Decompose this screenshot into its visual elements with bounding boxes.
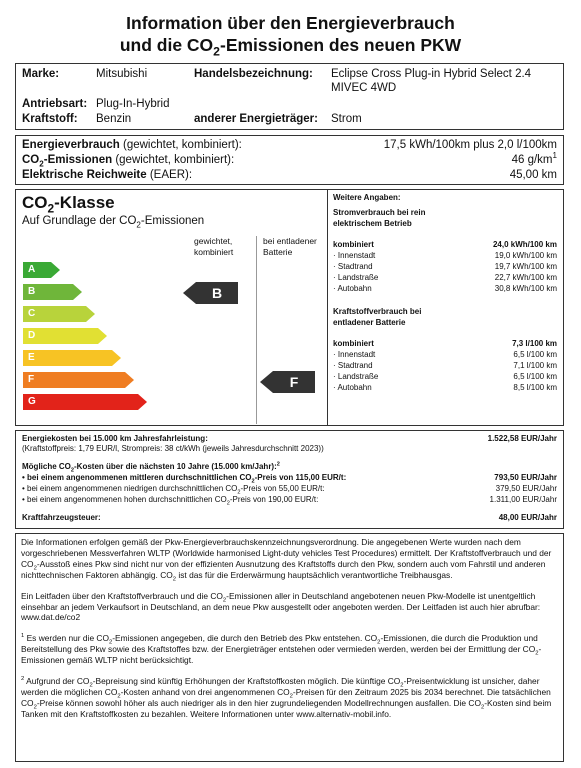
co2-kosten-heading-sup: 2	[276, 461, 280, 468]
row-value: 7,1 l/100 km	[513, 361, 557, 370]
f2sub6: 2	[480, 704, 485, 711]
kraftstoff-label: Kraftstoff:	[22, 113, 78, 125]
row-label: · Landstraße	[333, 273, 379, 282]
antrieb-value: Plug-In-Hybrid	[96, 98, 170, 110]
row-value: 7,3 l/100 km	[512, 339, 557, 348]
f1sup: 1	[21, 633, 25, 640]
row-value: 6,5 l/100 km	[513, 372, 557, 381]
mittel-post: -Preis von 115,00 EUR/t:	[254, 473, 347, 482]
column-separator	[256, 236, 257, 424]
footnote-2	[21, 676, 559, 720]
f1d: -Emissionen gemäß WLTP nicht berücksichtigt.	[21, 644, 542, 666]
class-bar-a: A	[23, 262, 51, 278]
handel-value: Eclipse Cross Plug-in Hybrid Select 2.4 MIVEC 4WD	[331, 68, 532, 94]
info-paragraph-2	[21, 591, 559, 624]
mittel-pre: bei einem angenommenen mittleren durchschnittlichen CO	[27, 473, 252, 482]
row-label: · Landstraße	[333, 372, 379, 381]
weighted-class-indicator: B	[196, 282, 238, 304]
kraft-row	[333, 372, 557, 383]
discharged-class-indicator: F	[273, 371, 315, 393]
anderer-label: anderer Energieträger:	[194, 113, 318, 125]
niedrig-post: -Preis von 55,00 EUR/t:	[240, 484, 325, 493]
p2b: -Emissionen aller in Deutschland angebotenen neuen Pkw-Modelle ist unentgeltlich einsehbar an jedem Verkaufsort in Deutschland, an dem neue Pkw ausgestellt oder angeboten werden. Der Leitfaden ist auch hier abrufbar: www.dat.de/co2	[21, 590, 541, 623]
row-value: 19,7 kWh/100 km	[494, 262, 557, 271]
co2-note: (gewichtet, kombiniert):	[112, 154, 235, 166]
title-line-1: Information über den Energieverbrauch	[126, 13, 455, 33]
kraftstoff-value: Benzin	[96, 113, 132, 125]
co2-pre: CO	[22, 154, 40, 166]
row-value: 19,0 kWh/100 km	[494, 251, 557, 260]
title-line-2-post: -Emissionen des neuen PKW	[220, 35, 462, 55]
title-line-2-pre: und die CO	[119, 35, 214, 55]
co2-label: -Emissionen	[43, 154, 113, 166]
f2b: -Bepreisung sind künftig Erhöhungen der Kraftstoffkosten möglich. Die künftige CO	[92, 676, 401, 687]
energie-label: Energieverbrauch	[22, 139, 120, 151]
class-bar-g: G	[23, 394, 138, 410]
marke-label: Marke:	[22, 68, 60, 80]
kraft-row	[333, 339, 557, 350]
co2-row	[22, 153, 234, 167]
title-sub: 2	[213, 44, 220, 59]
f2sub2: 2	[400, 682, 404, 689]
klasse-title-sub: 2	[47, 201, 55, 216]
handel-label: Handelsbezeichnung:	[194, 68, 313, 80]
f2e: -Preisen für den Zeitraum 2025 bis 2034 berechnet. Die tatsächlichen CO	[21, 686, 551, 708]
co2-sup: 1	[552, 151, 557, 161]
class-bar-c: C	[23, 306, 86, 322]
marke-value: Mitsubishi	[96, 68, 148, 80]
footnote-1	[21, 633, 559, 666]
niedrig-row: • bei einem angenommenen niedrigen durchschnittlichen $CO_2$-Preis von 55,00 EUR/t:	[22, 484, 325, 496]
p1c: ist das für die Erderwärmung hauptsächlich verantwortliche Treibhausgas.	[176, 569, 453, 580]
strom-row	[333, 262, 557, 273]
row-label: · Autobahn	[333, 284, 372, 293]
klasse-subtitle	[22, 214, 204, 228]
f1a: Es werden nur die CO	[24, 633, 109, 644]
p2a: Ein Leitfaden über den Kraftstoffverbrauch und die CO	[21, 590, 223, 601]
class-bar-d: D	[23, 328, 98, 344]
title-line-2	[0, 34, 581, 59]
p1sub: 2	[33, 565, 37, 572]
hoch-post: -Preis von 190,00 EUR/t:	[229, 495, 319, 504]
niedrig-value: 379,50 EUR/Jahr	[495, 484, 557, 493]
f2f: -Preise können sowohl höher als auch niedriger als in den hier zugrundeliegenden Modellrechnungen ausfallen. Die CO	[36, 697, 481, 708]
p1sub2: 2	[172, 576, 177, 583]
energiekosten-value: 1.522,58 EUR/Jahr	[487, 434, 557, 443]
kraft-row	[333, 383, 557, 394]
column-header-discharged: bei entladener Batterie	[263, 236, 317, 257]
mittel-value: 793,50 EUR/Jahr	[494, 473, 557, 482]
energie-row	[22, 138, 242, 152]
row-label: kombiniert	[333, 339, 374, 348]
antrieb-label: Antriebsart:	[22, 98, 88, 110]
strom-row	[333, 251, 557, 262]
info-text	[21, 537, 559, 720]
steuer-value: 48,00 EUR/Jahr	[498, 513, 557, 522]
weitere-heading: Weitere Angaben:	[333, 193, 401, 202]
niedrig-pre: bei einem angenommenen niedrigen durchschnittlichen CO	[27, 484, 238, 493]
klasse-title-post: -Klasse	[54, 193, 115, 212]
row-label: · Innenstadt	[333, 251, 376, 260]
info-paragraph-1	[21, 537, 559, 581]
reichweite-label: Elektrische Reichweite	[22, 169, 147, 181]
co2-kosten-heading-sub: 2	[70, 467, 75, 474]
row-label: kombiniert	[333, 240, 374, 249]
p1a: Die Informationen erfolgen gemäß der Pkw-Energieverbrauchskennzeichnungsverordnung. Die angegebenen Werte wurden nach dem vorgeschriebenen Messverfahren WLTP (Worldwide harmonised Light-duty vehicles Test Procedures) ermittelt. Der Kraftstoffverbrauch und der CO	[21, 537, 552, 569]
hoch-sub: 2	[226, 500, 230, 507]
energiekosten-note: (Kraftstoffpreis: 1,79 EUR/l, Strompreis: 38 ct/kWh (jeweils Jahresdurchschnitt 2023))	[22, 444, 324, 453]
f2d: -Kosten anhand von drei angenommenen CO	[120, 686, 290, 697]
reichweite-value: 45,00 km	[509, 169, 557, 181]
row-label: · Autobahn	[333, 383, 372, 392]
mittel-row: • bei einem angenommenen mittleren durchschnittlichen $CO_2$-Preis von 115,00 EUR/t:	[22, 473, 347, 485]
hoch-value: 1.311,00 EUR/Jahr	[489, 495, 557, 504]
co2-kosten-heading-post: -Kosten über die nächsten 10 Jahre (15.000 km/Jahr):	[74, 462, 277, 471]
row-value: 6,5 l/100 km	[513, 350, 557, 359]
row-label: · Stadtrand	[333, 361, 373, 370]
class-bar-e: E	[23, 350, 112, 366]
kraft-heading: Kraftstoffverbrauch bei entladener Batterie	[333, 307, 422, 327]
f1sub: 2	[109, 640, 113, 647]
klasse-title-pre: CO	[22, 193, 48, 212]
f2sub: 2	[89, 682, 93, 689]
f1sub3: 2	[535, 650, 539, 657]
co2-sub: 2	[39, 159, 44, 169]
p1b: -Ausstoß eines Pkw sind nicht nur von der effizienten Ausnutzung des Kraftstoffs durch den Pkw, sondern auch vom Fahrstil und anderen nichttechnischen Faktoren abhängig. CO	[21, 558, 546, 580]
class-bar-f: F	[23, 372, 125, 388]
reichweite-note: (EAER):	[146, 169, 193, 181]
f2sub5: 2	[33, 704, 37, 711]
f1c: -Emissionen, die durch die Produktion und Bereitstellung des Pkw sowie des Kraftstoffes bzw. der Energieträger entstehen oder vermieden werden, werden bei der Ermittlung der CO	[21, 633, 538, 655]
row-value: 24,0 kWh/100 km	[492, 240, 557, 249]
energiekosten-label: Energiekosten bei 15.000 km Jahresfahrleistung:	[22, 434, 208, 443]
strom-row	[333, 284, 557, 295]
f2sup: 2	[21, 676, 25, 683]
klasse-subtitle-pre: Auf Grundlage der CO	[22, 215, 137, 227]
hoch-row: • bei einem angenommenen hohen durchschnittlichen $CO_2$-Preis von 190,00 EUR/t:	[22, 495, 319, 507]
co2-value-text: 46 g/km	[511, 154, 553, 166]
row-label: · Innenstadt	[333, 350, 376, 359]
row-value: 30,8 kWh/100 km	[494, 284, 557, 293]
page-title	[0, 12, 581, 59]
mittel-sub: 2	[251, 478, 255, 485]
co2-kosten-heading-pre: Mögliche CO	[22, 462, 71, 471]
niedrig-sub: 2	[237, 489, 241, 496]
energie-value: 17,5 kWh/100km plus 2,0 l/100km	[383, 139, 557, 151]
row-value: 22,7 kWh/100 km	[494, 273, 557, 282]
f2g: -Kosten sind beim Tanken mit den Kraftstoffkosten zu bezahlen. Weitere Informationen unter www.alternativ-mobil.info.	[21, 697, 552, 719]
f2sub3: 2	[117, 693, 121, 700]
klasse-subtitle-sub: 2	[136, 220, 141, 230]
kraft-row	[333, 361, 557, 372]
co2-value	[512, 153, 557, 167]
strom-row	[333, 273, 557, 284]
f1sub2: 2	[377, 640, 381, 647]
class-bar-b: B	[23, 284, 73, 300]
co2-kosten-heading	[22, 462, 280, 473]
row-value: 8,5 l/100 km	[513, 383, 557, 392]
f1b: -Emissionen angegeben, die durch den Betrieb des Pkw entstehen. CO	[112, 633, 378, 644]
p2sub: 2	[222, 597, 227, 604]
anderer-value: Strom	[331, 113, 362, 125]
f2a: Aufgrund der CO	[24, 676, 90, 687]
f2c: -Preisentwicklung ist unsicher, daher werden die möglichen CO	[21, 676, 540, 697]
energie-note: (gewichtet, kombiniert):	[119, 139, 242, 151]
f2sub4: 2	[289, 693, 293, 700]
klasse-subtitle-post: -Emissionen	[140, 215, 205, 227]
klasse-divider	[327, 189, 328, 426]
strom-row	[333, 240, 557, 251]
klasse-title	[22, 193, 115, 216]
row-label: · Stadtrand	[333, 262, 373, 271]
reichweite-row	[22, 168, 192, 182]
kraft-row	[333, 350, 557, 361]
column-header-weighted: gewichtet, kombiniert	[194, 236, 234, 257]
strom-heading: Stromverbrauch bei rein elektrischem Betrieb	[333, 208, 426, 228]
steuer-label: Kraftfahrzeugsteuer:	[22, 513, 101, 522]
hoch-pre: bei einem angenommenen hohen durchschnittlichen CO	[27, 495, 227, 504]
